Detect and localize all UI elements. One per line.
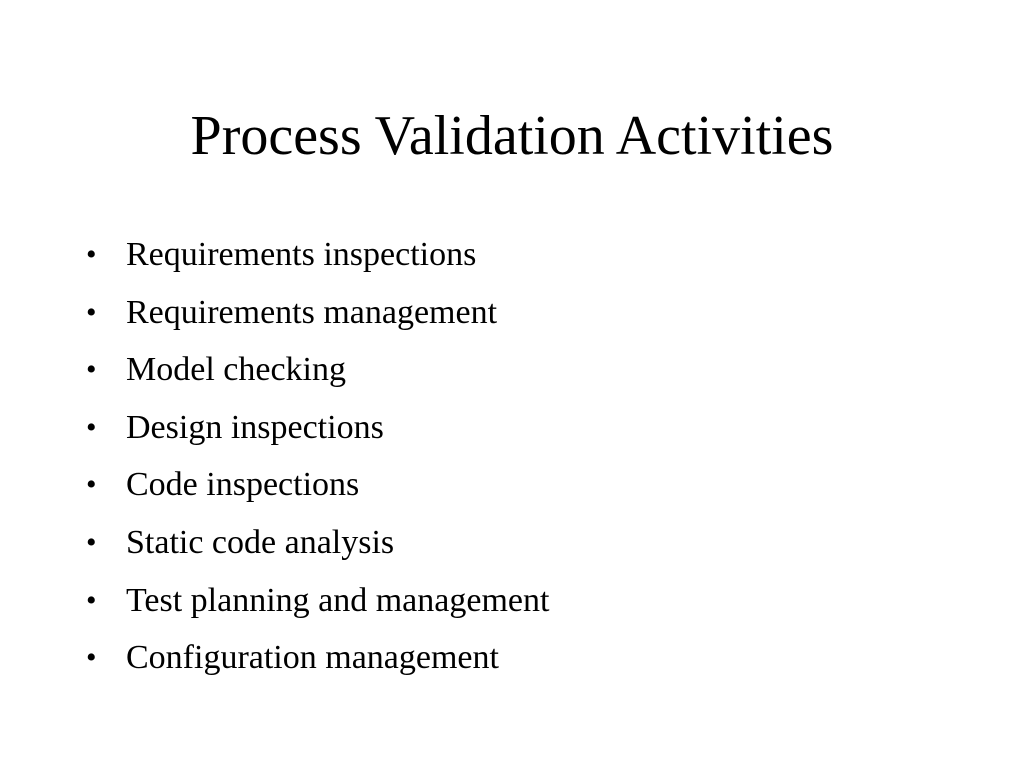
bullet-icon: • bbox=[86, 238, 97, 271]
bullet-text: Requirements management bbox=[126, 293, 498, 331]
bullet-item bbox=[86, 341, 549, 399]
bullet-text: Model checking bbox=[126, 351, 346, 389]
bullet-item bbox=[86, 399, 549, 457]
bullet-text: Code inspections bbox=[126, 466, 360, 504]
bullet-text: Requirements inspections bbox=[126, 236, 477, 273]
bullet-icon: • bbox=[86, 353, 97, 387]
bullet-item bbox=[86, 284, 549, 342]
bullet-item bbox=[86, 456, 549, 514]
bullet-text: Static code analysis bbox=[126, 523, 395, 561]
bullet-item bbox=[86, 514, 549, 572]
bullet-text: Design inspections bbox=[126, 408, 384, 446]
bullet-icon: • bbox=[86, 641, 97, 675]
bullet-icon: • bbox=[86, 295, 97, 329]
bullet-list bbox=[86, 226, 549, 687]
bullet-text: Test planning and management bbox=[126, 581, 550, 619]
bullet-item bbox=[86, 629, 549, 687]
bullet-icon: • bbox=[86, 525, 97, 559]
bullet-item bbox=[86, 226, 549, 284]
bullet-text: Configuration management bbox=[126, 639, 499, 677]
bullet-item bbox=[86, 572, 549, 630]
bullet-icon: • bbox=[86, 468, 97, 502]
slide-title: Process Validation Activities bbox=[190, 105, 834, 167]
bullet-icon: • bbox=[86, 410, 97, 444]
bullet-icon: • bbox=[86, 583, 97, 617]
